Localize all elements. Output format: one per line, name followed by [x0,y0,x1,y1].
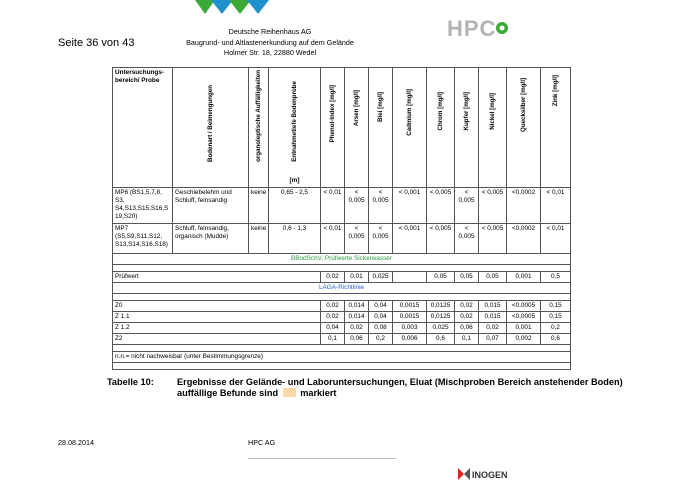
value-cell: < 0,01 [321,188,345,224]
caption-part-2: markiert [300,388,337,398]
caption-main: Ergebnisse der Gelände- und Laboruntersuchungen, Eluat (Mischproben Bereich anstehender Boden) [177,377,623,387]
table-header-row [113,68,571,188]
section-bbodschv: BBodSchV, Prüfwerte Sickerwasser [113,254,571,265]
caption-part-1: auffällige Befunde sind [177,388,279,398]
tiefe-cell: 0,65 - 2,5 [269,188,321,224]
value-cell: 0,2 [369,334,393,345]
spacer-row [113,363,571,370]
laga-label: Z0 [113,301,321,312]
value-cell: < 0,01 [541,224,571,254]
value-cell: 0,025 [427,323,455,334]
value-cell: < 0,001 [393,224,427,254]
value-cell: 0,01 [345,272,369,283]
value-cell: < 0,01 [541,188,571,224]
value-cell: 0,0015 [393,312,427,323]
highlight-swatch [283,388,296,397]
header-tiefe: Entnahmetiefe Bodenprobe [m] [269,68,321,188]
value-cell [393,272,427,283]
value-cell: 0,6 [541,334,571,345]
header-line-3: Holmer Str. 18, 22880 Wedel [223,48,317,57]
value-cell: 0,08 [369,323,393,334]
value-cell: 0,0125 [427,312,455,323]
value-cell: 0,001 [507,272,541,283]
table-row [113,334,571,345]
value-cell: < 0,005 [369,224,393,254]
tiefe-cell: 0,6 - 1,3 [269,224,321,254]
value-cell: 0,1 [455,334,479,345]
value-cell: 0,015 [479,312,507,323]
caption-text [177,377,647,399]
value-cell: 0,014 [345,312,369,323]
value-cell: <0,0005 [507,312,541,323]
header-param-blei: Blei [mg/l] [369,68,393,188]
value-cell: 0,02 [479,323,507,334]
top-logo-graphic [195,0,275,16]
value-cell: 0,05 [427,272,455,283]
bodenart-cell: Geschiebelehm und Schluff, feinsandig [173,188,249,224]
table-row [113,323,571,334]
header-tiefe-unit: [m] [289,177,300,184]
value-cell: 0,014 [345,301,369,312]
value-cell: 0,05 [479,272,507,283]
pruefwert-label: Prüfwert [113,272,321,283]
hpc-logo [447,15,509,41]
caption-second-line [177,388,647,399]
header-param-nickel: Nickel [mg/l] [479,68,507,188]
value-cell: 0,02 [345,323,369,334]
bodenart-cell: Schluff, feinsandig, organisch (Mudde) [173,224,249,254]
section-laga: LAGA-Richtlinie [113,283,571,294]
caption-label: Tabelle 10: [107,377,154,387]
value-cell: 0,015 [479,301,507,312]
organo-cell: keine [249,224,269,254]
header-param-arsen: Arsen [mg/l] [345,68,369,188]
header-param-phenol: Phenol-Index [mg/l] [321,68,345,188]
value-cell: 0,6 [427,334,455,345]
value-cell: < 0,005 [427,188,455,224]
value-cell: 0,05 [455,272,479,283]
value-cell: < 0,005 [455,188,479,224]
value-cell: < 0,01 [321,224,345,254]
value-cell: 0,04 [369,312,393,323]
spacer-row [113,294,571,301]
value-cell: < 0,005 [369,188,393,224]
value-cell: < 0,001 [393,188,427,224]
header-param-cadmium: Cadmium [mg/l] [393,68,427,188]
footer-company: HPC AG [248,438,276,447]
value-cell: 0,001 [507,323,541,334]
value-cell: 0,06 [455,323,479,334]
value-cell: 0,2 [541,323,571,334]
laga-label: Z 1.2 [113,323,321,334]
value-cell: 0,025 [369,272,393,283]
document-header [170,27,370,59]
probe-cell: MP7 (S5,S9,S11,S12, S13,S14,S16,S18) [113,224,173,254]
laga-label: Z 1.1 [113,312,321,323]
page-number: Seite 36 von 43 [58,37,135,49]
section-row-bbodschv [113,254,571,265]
value-cell: 0,04 [369,301,393,312]
header-bodenart: Bodenart / Beimengungen [173,68,249,188]
value-cell: 0,15 [541,301,571,312]
footer-divider [248,458,396,459]
value-cell: < 0,005 [345,188,369,224]
table-row [113,272,571,283]
value-cell: < 0,005 [479,224,507,254]
section-row-laga [113,283,571,294]
value-cell: 0,006 [393,334,427,345]
header-line-2: Baugrund- und Altlastenerkundung auf dem Gelände [186,37,354,47]
value-cell: <0,0002 [507,188,541,224]
inogen-logo [458,466,518,482]
value-cell: <0,0005 [507,301,541,312]
inogen-logo-icon [458,468,470,480]
value-cell: 0,02 [321,301,345,312]
table-note: n.n.= nicht nachweisbar (unter Bestimmungsgrenze) [113,352,571,363]
value-cell: 0,02 [321,272,345,283]
value-cell: 0,0125 [427,301,455,312]
value-cell: 0,02 [321,312,345,323]
note-row [113,352,571,363]
value-cell: 0,07 [479,334,507,345]
probe-cell: MP6 (BS1,5,7,8, S3, S4,S13,S15,S16,S 19,S20) [113,188,173,224]
table-row [113,312,571,323]
header-probe: Untersuchungs-bereich/ Probe [113,68,173,188]
table-row [113,224,571,254]
header-param-kupfer: Kupfer [mg/l] [455,68,479,188]
header-organoleptic: organoleptische Auffälligkeiten [249,68,269,188]
value-cell: 0,02 [455,301,479,312]
value-cell: 0,0015 [393,301,427,312]
value-cell: 0,06 [345,334,369,345]
value-cell: 0,003 [393,323,427,334]
value-cell: <0,0002 [507,224,541,254]
spacer-row [113,345,571,352]
header-line-1: Deutsche Reihenhaus AG [228,27,312,36]
value-cell: 0,5 [541,272,571,283]
value-cell: < 0,005 [345,224,369,254]
header-param-quecksilber: Quecksilber [mg/l] [507,68,541,188]
value-cell: < 0,005 [455,224,479,254]
value-cell: < 0,005 [427,224,455,254]
table-row [113,188,571,224]
results-table [112,67,571,370]
inogen-logo-text: INOGEN [472,470,508,480]
laga-label: Z2 [113,334,321,345]
value-cell: 0,1 [321,334,345,345]
footer-date: 28.08.2014 [58,438,94,447]
header-param-zink: Zink [mg/l] [541,68,571,188]
header-param-chrom: Chrom [mg/l] [427,68,455,188]
value-cell: 0,002 [507,334,541,345]
spacer-row [113,265,571,272]
hpc-logo-text: HPC [447,16,497,41]
value-cell: 0,15 [541,312,571,323]
value-cell: 0,04 [321,323,345,334]
value-cell: 0,02 [455,312,479,323]
organo-cell: keine [249,188,269,224]
value-cell: < 0,005 [479,188,507,224]
table-row [113,301,571,312]
